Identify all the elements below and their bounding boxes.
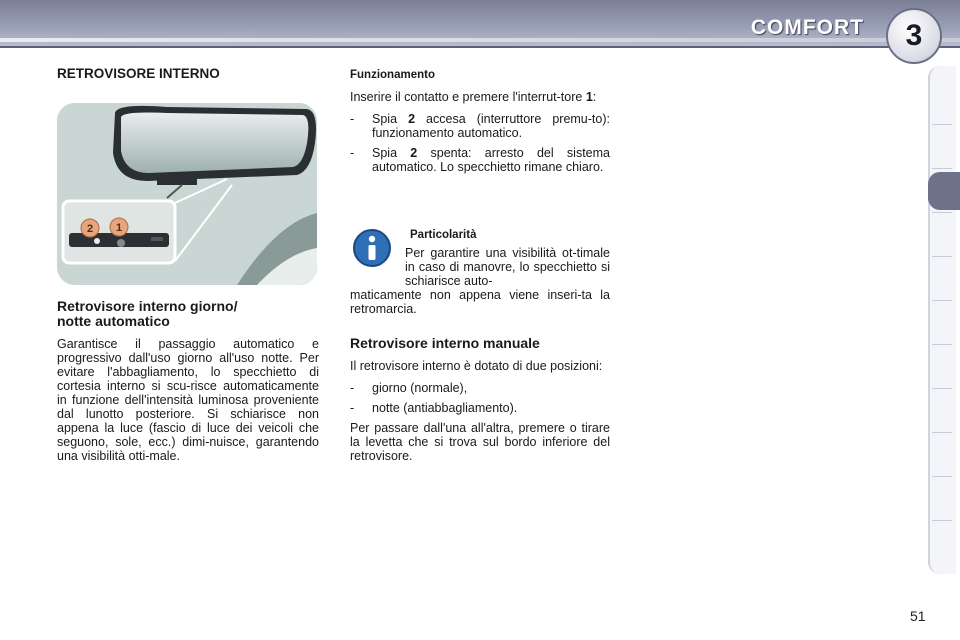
side-tab-divider (932, 344, 952, 345)
funzionamento-intro (350, 90, 610, 104)
side-tab-divider (932, 300, 952, 301)
right-top (350, 68, 610, 180)
info-box (350, 228, 610, 316)
right-bottom (350, 336, 610, 471)
side-tab-divider (932, 212, 952, 213)
left-body (57, 299, 319, 471)
section-title: COMFORT (750, 16, 864, 39)
side-tab-divider (932, 476, 952, 477)
list-item (350, 401, 610, 415)
list-item (350, 146, 610, 174)
bullet-text: giorno (normale), (372, 381, 468, 395)
funzionamento-title: Funzionamento (350, 69, 435, 81)
side-tab-divider (932, 520, 952, 521)
bullet-dash: - (350, 146, 355, 160)
bullet-dash: - (350, 401, 355, 415)
callout-1: 1 (115, 222, 123, 234)
info-text-full: maticamente non appena viene inseri-ta la retromarcia. (350, 288, 610, 316)
auto-mirror-description: Garantisce il passaggio automatico e progressivo dall'uso giorno all'uso notte. Per evitare l'abbagliamento, lo specchietto di cortesia interno si scu-risce automaticamente in funzione dell'intensità luminosa proveniente dal lunotto posteriore. Si schiarisce non appena la luce (fascio di luce dei veicoli che seguono, sole, ecc.) dimi-nuisce, garantendo una visibilità otti-male. (57, 337, 319, 463)
info-icon (352, 228, 392, 268)
subtitle-line-2: notte automatico (57, 313, 170, 329)
funz-intro-ref: 1 (585, 90, 593, 104)
list-item (350, 381, 610, 395)
page-number: 51 (910, 608, 926, 624)
side-tab-divider (932, 432, 952, 433)
funz-intro-colon: : (592, 90, 597, 104)
manual-intro: Il retrovisore interno è dotato di due posizioni: (350, 359, 603, 373)
chapter-badge: 3 (886, 8, 942, 64)
page-title: RETROVISORE INTERNO (57, 66, 220, 81)
side-tab-divider (932, 256, 952, 257)
subtitle-auto-mirror (57, 299, 319, 329)
list-item (350, 112, 610, 140)
left-title-block (57, 67, 317, 81)
bullet-text: Spia 2 spenta: arresto del sistema automatico. Lo specchietto rimane chiaro. (372, 146, 610, 174)
bullet-dash: - (350, 112, 355, 126)
bullet-text: Spia 2 accesa (interruttore premu-to): funzionamento automatico. (372, 112, 610, 140)
mirror-photo (57, 103, 317, 285)
side-tab-divider (932, 168, 952, 169)
info-title: Particolarità (410, 229, 477, 241)
bullet-dash: - (350, 381, 355, 395)
side-tab-strip (928, 66, 956, 574)
mirror-illustration (57, 103, 317, 285)
subtitle-line-1: Retrovisore interno giorno/ (57, 298, 238, 314)
manual-mirror-title: Retrovisore interno manuale (350, 335, 540, 351)
funz-intro-text: Inserire il contatto e premere l'interrut-tore (350, 90, 586, 104)
side-tab-divider (932, 388, 952, 389)
info-text-indented: Per garantire una visibilità ot-timale in caso di manovre, lo specchietto si schiarisce auto- (405, 246, 610, 288)
manual-outro: Per passare dall'una all'altra, premere o tirare la levetta che si trova sul bordo inferiore del retrovisore. (350, 421, 610, 463)
side-tab-divider (932, 124, 952, 125)
callout-2: 2 (86, 223, 94, 235)
side-tab-active[interactable] (928, 172, 960, 210)
header-band (0, 0, 960, 52)
bullet-text: notte (antiabbagliamento). (372, 401, 518, 415)
